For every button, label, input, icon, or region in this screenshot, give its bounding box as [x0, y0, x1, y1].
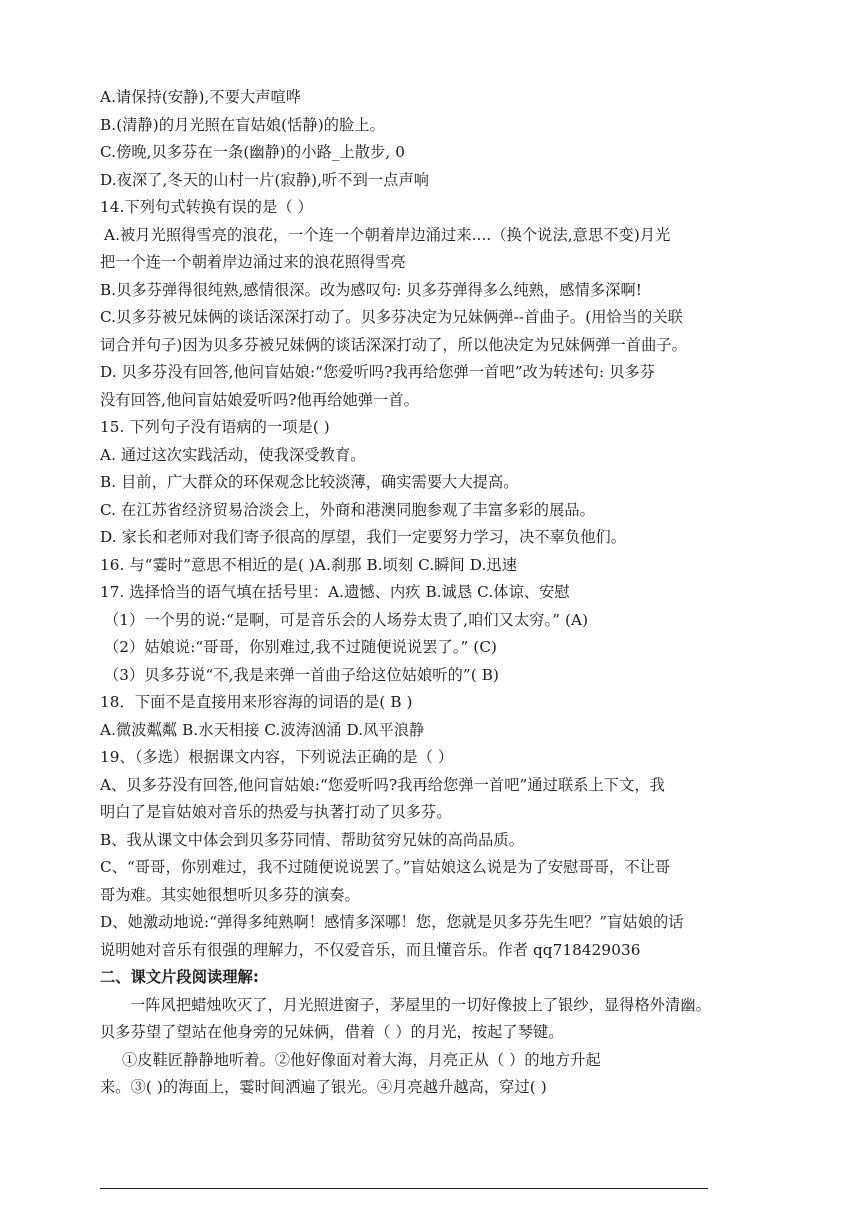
- worksheet-content: [100, 84, 764, 1102]
- text-line: 把一个连一个朝着岸边涌过来的浪花照得雪亮: [100, 253, 406, 271]
- text-line: D. 家长和老师对我们寄予很高的厚望，我们一定要努力学习，决不辜负他们。: [100, 528, 627, 546]
- text-line: 说明她对音乐有很强的理解力，不仅爱音乐，而且懂音乐。作者 qq718429036: [100, 940, 641, 959]
- text-line: A.微波粼粼 B.水天相接 C.波涛汹涌 D.风平浪静: [100, 720, 425, 739]
- text-line: B. 目前，广大群众的环保观念比较淡薄，确实需要大大提高。: [100, 473, 519, 491]
- footer-divider: [100, 1188, 708, 1189]
- text-line: A.请保持(安静),不要大声喧哗: [100, 88, 302, 106]
- text-line: 来。③( )的海面上，霎时间洒遍了银光。④月亮越升越高，穿过( ): [100, 1078, 547, 1096]
- text-line: A. 通过这次实践活动，使我深受教育。: [100, 445, 366, 464]
- text-line: 19、（多选）根据课文内容，下列说法正确的是（ ）: [100, 748, 454, 766]
- text-line: 14.下列句式转换有误的是（ ）: [100, 198, 313, 216]
- text-line: 哥为难。其实她很想听贝多芬的演奏。: [100, 885, 360, 904]
- text-line: A.被月光照得雪亮的浪花，一个连一个朝着岸边涌过来....（换个说法,意思不变)月光: [104, 225, 671, 244]
- text-line: D、她激动地说:“弹得多纯熟啊！感情多深哪！您，您就是贝多芬先生吧？”盲姑娘的话: [100, 913, 684, 931]
- section-heading: 二、课文片段阅读理解:: [100, 968, 260, 986]
- text-line: 词合并句子)因为贝多芬被兄妹俩的谈话深深打动了，所以他决定为兄妹俩弹一首曲子。: [100, 335, 687, 354]
- text-line: （2）姑娘说:“哥哥，你别难过,我不过随便说说罢了。” (C): [104, 638, 498, 656]
- text-line: B.贝多芬弹得很纯熟,感情很深。改为感叹句: 贝多芬弹得多么纯熟，感情多深啊!: [100, 280, 642, 299]
- text-line: D. 贝多芬没有回答,他问盲姑娘:“您爱听吗?我再给您弹一首吧”改为转述句: 贝多芬: [100, 363, 656, 381]
- text-line: 没有回答,他问盲姑娘爱听吗?他再给她弹一首。: [100, 390, 419, 409]
- text-line: 一阵风把蜡烛吹灭了，月光照进窗子，茅屋里的一切好像披上了银纱，显得格外清幽。: [130, 995, 711, 1014]
- text-line: （3）贝多芬说“不,我是来弹一首曲子给这位姑娘听的”( B): [104, 665, 499, 684]
- text-line: C. 在江苏省经济贸易洽淡会上，外商和港澳同胞参观了丰富多彩的展品。: [100, 500, 595, 519]
- text-line: C.贝多芬被兄妹俩的谈话深深打动了。贝多芬决定为兄妹俩弹--首曲子。(用恰当的关联: [100, 308, 683, 326]
- text-line: ①皮鞋匠静静地听着。②他好像面对着大海，月亮正从（ ）的地方升起: [122, 1050, 601, 1069]
- text-line: B.(清静)的月光照在盲姑娘(恬静)的脸上。: [100, 115, 385, 134]
- text-line: 18．下面不是直接用来形容海的词语的是( B ): [100, 693, 413, 711]
- text-line: （1）一个男的说:“是啊，可是音乐会的人场券太贵了,咱们又太穷。” (A): [104, 610, 589, 629]
- text-line: C.傍晚,贝多芬在一条(幽静)的小路_上散步, 0: [100, 143, 405, 161]
- text-line: 贝多芬望了望站在他身旁的兄妹俩，借着（ ）的月光，按起了琴键。: [100, 1023, 564, 1041]
- text-line: 明白了是盲姑娘对音乐的热爱与执著打动了贝多芬。: [100, 803, 452, 821]
- text-line: 16. 与“霎时”意思不相近的是( )A.刹那 B.顷刻 C.瞬间 D.迅速: [100, 555, 517, 574]
- text-line: D.夜深了,冬天的山村一片(寂静),听不到一点声响: [100, 170, 430, 189]
- text-line: 17. 选择恰当的语气填在括号里：A.遗憾、内疚 B.诚恳 C.体谅、安慰: [100, 583, 570, 601]
- text-line: A、贝多芬没有回答,他问盲姑娘:“您爱听吗?我再给您弹一首吧”通过联系上下文，我: [100, 775, 665, 794]
- text-line: 15. 下列句子没有语病的一项是( ): [100, 418, 330, 436]
- text-line: C、“哥哥，你别难过，我不过随便说说罢了。”盲姑娘这么说是为了安慰哥哥，不让哥: [100, 858, 671, 876]
- text-line: B、我从课文中体会到贝多芬同情、帮助贫穷兄妹的高尚品质。: [100, 830, 525, 849]
